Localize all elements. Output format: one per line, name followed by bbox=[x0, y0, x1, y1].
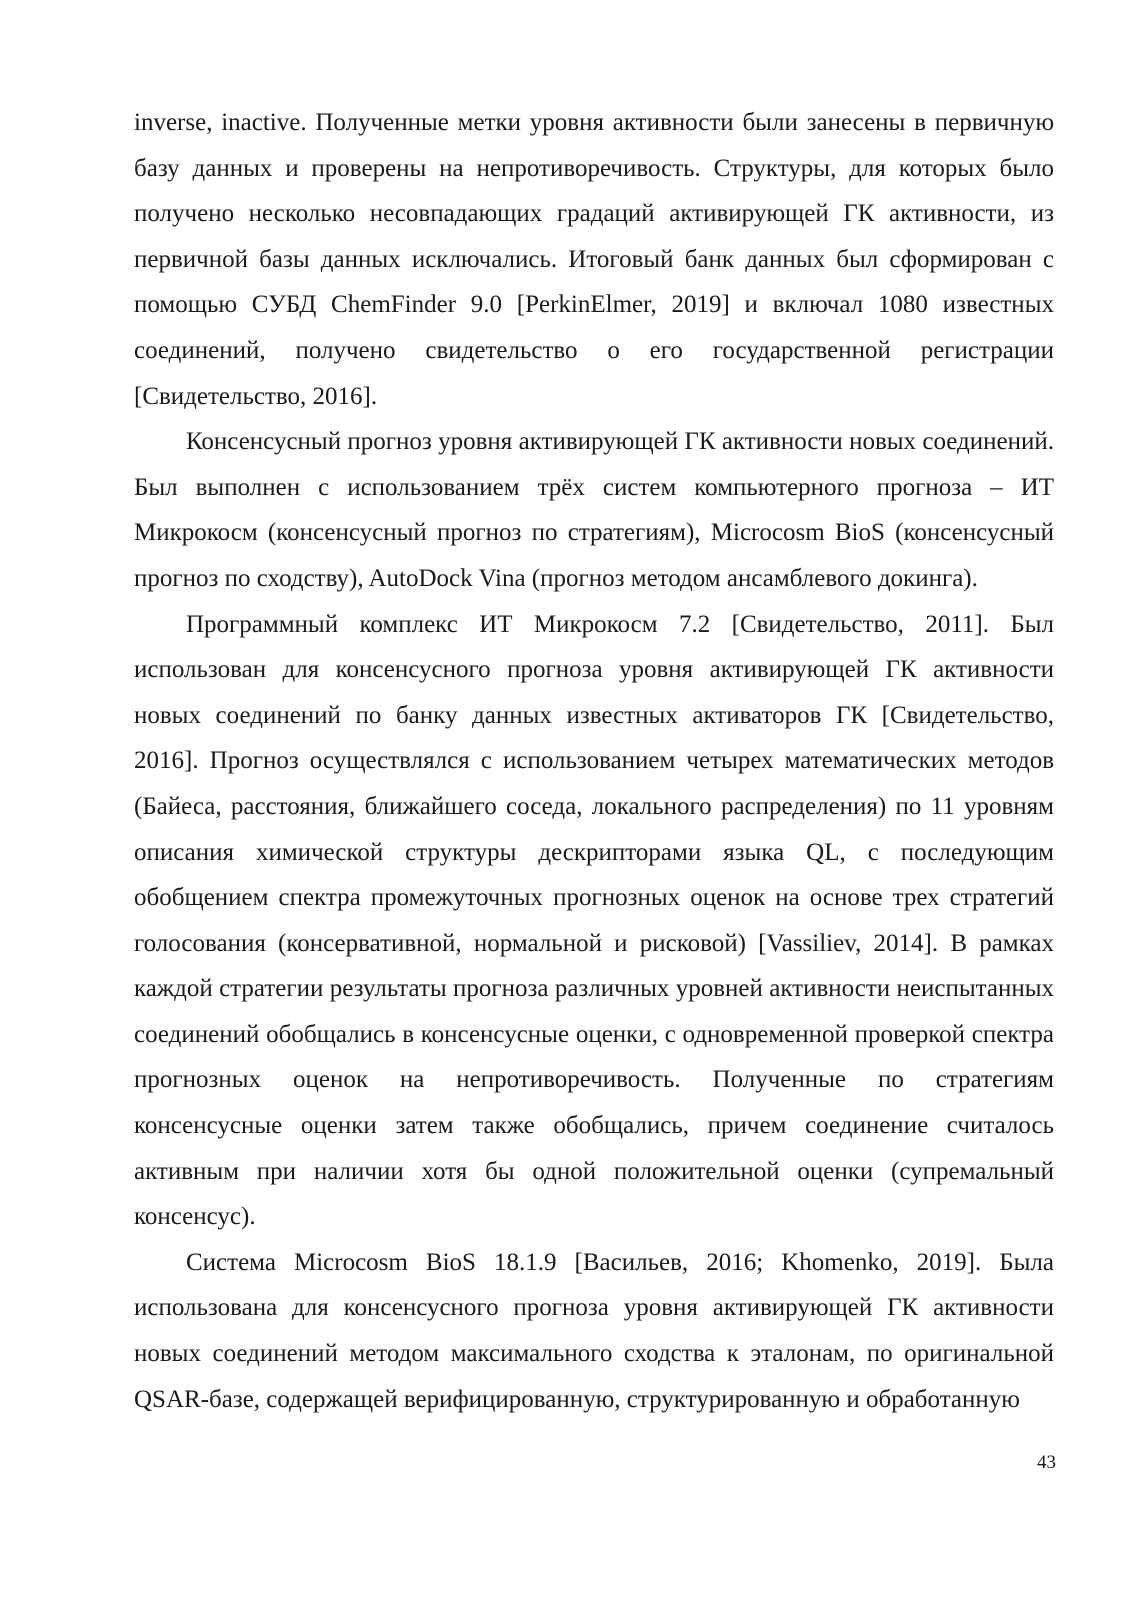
paragraph-4: Система Microcosm BioS 18.1.9 [Васильев, 2016; Khomenko, 2019]. Была использована для консенсусного прогноза уровня активирующей ГК активности новых соединений методом максимального сходства к эталонам, по оригинальной QSAR-базе, содержащей верифицированную, структурированную и обработанную bbox=[134, 1248, 1054, 1413]
paragraph-2: Консенсусный прогноз уровня активирующей ГК активности новых соединений. Был выполнен с использованием трёх систем компьютерного прогноза – ИТ Микрокосм (консенсусный прогноз по стратегиям), Microcosm BioS (консенсусный прогноз по сходству), AutoDock Vina (прогноз методом ансамблевого докинга). bbox=[134, 428, 1054, 592]
paragraph-3: Программный комплекс ИТ Микрокосм 7.2 [Свидетельство, 2011]. Был использован для консенсусного прогноза уровня активирующей ГК активности новых соединений по банку данных известных активаторов ГК [Свидетельство, 2016]. Прогноз осуществлялся с использованием четырех математических методов (Байеса, расстояния, ближайшего соседа, локального распределения) по 11 уровням описания химической структуры дескрипторами языка QL, с последующим обобщением спектра промежуточных прогнозных оценок на основе трех стратегий голосования (консервативной, нормальной и рисковой) [Vassiliev, 2014]. В рамках каждой стратегии результаты прогноза различных уровней активности неиспытанных соединений обобщались в консенсусные оценки, с одновременной проверкой спектра прогнозных оценок на непротиворечивость. Полученные по стратегиям консенсусные оценки затем также обобщались, причем соединение считалось активным при наличии хотя бы одной положительной оценки (супремальный консенсус). bbox=[134, 610, 1054, 1231]
paragraph-1: inverse, inactive. Полученные метки уровня активности были занесены в первичную базу данных и проверены на непротиворечивость. Структуры, для которых было получено несколько несовпадающих градаций активирующей ГК активности, из первичной базы данных исключались. Итоговый банк данных был сформирован с помощью СУБД ChemFinder 9.0 [PerkinElmer, 2019] и включал 1080 известных соединений, получено свидетельство о его государственной регистрации [Свидетельство, 2016]. bbox=[134, 109, 1054, 410]
body-text bbox=[134, 100, 1054, 1422]
page-number: 43 bbox=[1037, 1452, 1056, 1473]
